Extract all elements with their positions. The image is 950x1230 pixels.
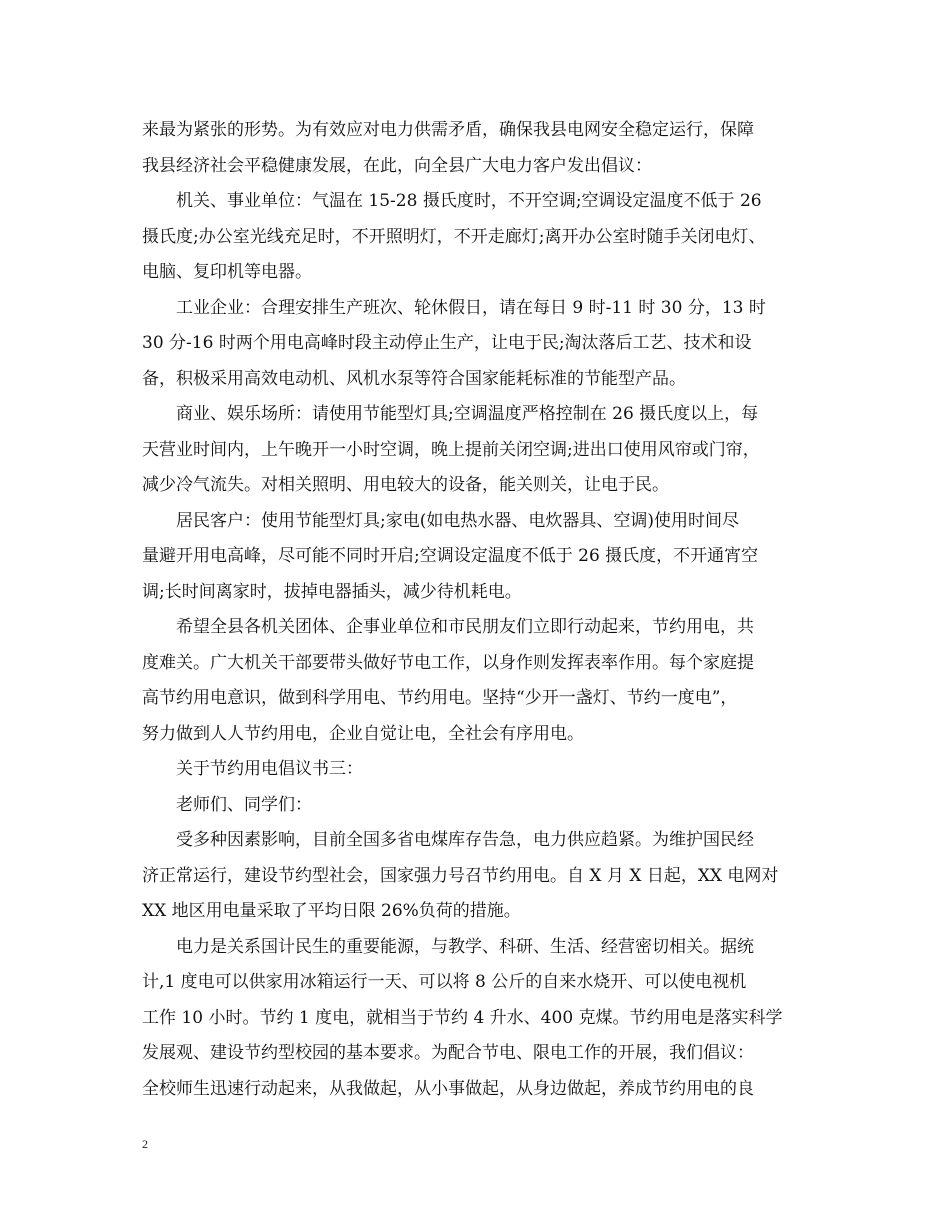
text-line: 努力做到人人节约用电，企业自觉让电，全社会有序用电。: [142, 723, 584, 744]
text-line: 老师们、同学们：: [176, 794, 312, 815]
text-line: 工业企业：合理安排生产班次、轮休假日，请在每日 9 时-11 时 30 分，13 时: [176, 297, 766, 318]
text-line: 电脑、复印机等电器。: [142, 262, 312, 282]
text-line: 度难关。广大机关干部要带头做好节电工作，以身作则发挥表率作用。每个家庭提: [142, 652, 754, 673]
document-body: [142, 113, 810, 1107]
text-line: 关于节约用电倡议书三：: [176, 759, 363, 779]
page-number: 2: [142, 1137, 148, 1151]
text-line: 来最为紧张的形势。为有效应对电力供需矛盾，确保我县电网安全稳定运行，保障: [142, 120, 754, 140]
text-line: 发展观、建设节约型校园的基本要求。为配合节电、限电工作的开展，我们倡议：: [142, 1043, 754, 1063]
text-line: 30 分-16 时两个用电高峰时段主动停止生产，让电于民;淘汰落后工艺、技术和设: [142, 333, 752, 353]
text-line: 高节约用电意识，做到科学用电、节约用电。坚持“少开一盏灯、节约一度电”，: [142, 688, 738, 708]
text-line: 受多种因素影响，目前全国多省电煤库存告急，电力供应趋紧。为维护国民经: [176, 830, 754, 850]
text-line: 济正常运行，建设节约型社会，国家强力号召节约用电。自 X 月 X 日起，XX 电网对: [142, 865, 779, 886]
text-line: 机关、事业单位：气温在 15-28 摄氏度时，不开空调;空调设定温度不低于 26: [176, 191, 762, 211]
text-line: 计,1 度电可以供家用冰箱运行一天、可以将 8 公斤的自来水烧开、可以使电视机: [142, 972, 747, 992]
text-line: 摄氏度;办公室光线充足时，不开照明灯，不开走廊灯;离开办公室时随手关闭电灯、: [142, 226, 766, 247]
text-line: 商业、娱乐场所：请使用节能型灯具;空调温度严格控制在 26 摄氏度以上，每: [176, 404, 759, 424]
text-line: 减少冷气流失。对相关照明、用电较大的设备，能关则关，让电于民。: [142, 475, 669, 495]
text-line: 量避开用电高峰，尽可能不同时开启;空调设定温度不低于 26 摄氏度，不开通宵空: [142, 546, 759, 566]
text-line: 电力是关系国计民生的重要能源，与教学、科研、生活、经营密切相关。据统: [176, 936, 754, 957]
text-line: 全校师生迅速行动起来，从我做起，从小事做起，从身边做起，养成节约用电的良: [142, 1078, 754, 1099]
text-line: XX 地区用电量采取了平均日限 26%负荷的措施。: [142, 901, 521, 921]
text-line: 希望全县各机关团体、企事业单位和市民朋友们立即行动起来，节约用电，共: [176, 617, 754, 637]
text-line: 工作 10 小时。节约 1 度电，就相当于节约 4 升水、400 克煤。节约用电是落实科学: [142, 1007, 783, 1028]
text-line: 调;长时间离家时，拔掉电器插头，减少待机耗电。: [142, 581, 522, 602]
text-line: 备，积极采用高效电动机、风机水泵等符合国家能耗标准的节能型产品。: [142, 368, 686, 389]
text-line: 居民客户：使用节能型灯具;家电(如电热水器、电炊器具、空调)使用时间尽: [176, 510, 739, 531]
text-line: 天营业时间内，上午晚开一小时空调，晚上提前关闭空调;进出口使用风帘或门帘，: [142, 439, 760, 460]
text-line: 我县经济社会平稳健康发展，在此，向全县广大电力客户发出倡议：: [142, 155, 652, 176]
